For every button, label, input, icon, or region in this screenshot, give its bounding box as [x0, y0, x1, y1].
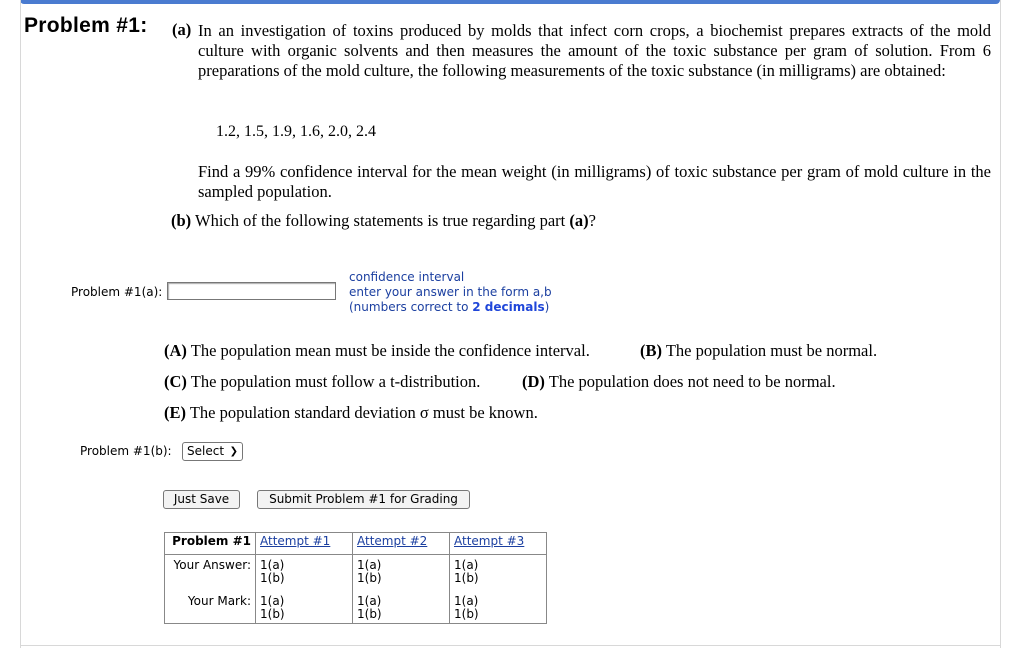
- option-d-letter: (D): [522, 372, 545, 391]
- option-c-letter: (C): [164, 372, 187, 391]
- just-save-button[interactable]: Just Save: [163, 490, 240, 509]
- table-header-attempt-2: [353, 533, 450, 555]
- option-b: [640, 341, 877, 361]
- table-cell: [353, 587, 450, 624]
- cell-1b: 1(b): [260, 571, 285, 585]
- option-b-text: The population must be normal.: [665, 341, 878, 360]
- table-cell: [256, 587, 353, 624]
- attempts-table: [164, 532, 547, 624]
- cell-1b: 1(b): [454, 607, 479, 621]
- option-e: [164, 403, 538, 423]
- table-row: [165, 587, 547, 624]
- attempt-2-link[interactable]: Attempt #2: [357, 534, 428, 548]
- option-a-letter: (A): [164, 341, 187, 360]
- problem-intro: In an investigation of toxins produced by molds that infect corn crops, a biochemist prepares extracts of the mold culture with organic solvents and then measures the amount of the toxic substance per gram of solution. From 6 preparations of the mold culture, the following measurements of the toxic substance (in milligrams) are obtained:: [198, 21, 991, 80]
- top-accent-bar: [20, 0, 1000, 4]
- part-a-label: (a): [172, 20, 192, 39]
- cell-1a: 1(a): [454, 594, 479, 608]
- option-e-text: The population standard deviation σ must be known.: [189, 403, 538, 422]
- cell-1b: 1(b): [454, 571, 479, 585]
- table-header-attempt-1: [256, 533, 353, 555]
- question-b-end: ?: [588, 211, 596, 230]
- attempt-1-link[interactable]: Attempt #1: [260, 534, 331, 548]
- table-cell: [450, 587, 547, 624]
- hint-line-3-pre: (numbers correct to: [349, 300, 473, 314]
- cell-1b: 1(b): [260, 607, 285, 621]
- problem-title: Problem #1:: [24, 14, 148, 37]
- table-cell: [450, 555, 547, 588]
- cell-1a: 1(a): [357, 558, 382, 572]
- part-b-label: (b): [171, 211, 192, 230]
- your-answer-label: Your Answer:: [173, 558, 251, 572]
- question-a: Find a 99% confidence interval for the mean weight (in milligrams) of toxic substance per gram of mold culture in the sampled population.: [198, 162, 991, 201]
- question-b-ref: (a): [569, 211, 589, 230]
- hint-line-3-post: ): [544, 300, 550, 314]
- table-header-row: [165, 533, 547, 555]
- hint-line-1: confidence interval: [349, 270, 465, 284]
- hint-decimals: 2 decimals: [472, 300, 545, 314]
- option-a: [164, 341, 590, 361]
- answer-b-label: Problem #1(b):: [80, 444, 172, 458]
- submit-grading-button[interactable]: Submit Problem #1 for Grading: [257, 490, 470, 509]
- cell-1a: 1(a): [454, 558, 479, 572]
- bottom-border: [20, 645, 1001, 646]
- answer-a-label: Problem #1(a):: [71, 285, 163, 299]
- table-cell: [256, 555, 353, 588]
- option-e-letter: (E): [164, 403, 186, 422]
- option-b-letter: (B): [640, 341, 662, 360]
- table-row: [165, 555, 547, 588]
- option-c-text: The population must follow a t-distribution.: [190, 372, 481, 391]
- left-border: [20, 0, 21, 648]
- answer-a-hint: [349, 270, 552, 315]
- cell-1b: 1(b): [357, 571, 382, 585]
- right-border: [1000, 0, 1001, 648]
- cell-1a: 1(a): [260, 558, 285, 572]
- data-values: 1.2, 1.5, 1.9, 1.6, 2.0, 2.4: [216, 123, 376, 140]
- attempt-3-link[interactable]: Attempt #3: [454, 534, 525, 548]
- option-d: [522, 372, 836, 392]
- hint-line-3: [349, 300, 552, 315]
- table-header-problem: Problem #1: [165, 533, 256, 555]
- cell-1b: 1(b): [357, 607, 382, 621]
- question-b: [171, 211, 596, 231]
- your-mark-label: Your Mark:: [187, 594, 251, 608]
- answer-b-select[interactable]: [182, 442, 243, 461]
- question-b-text: Which of the following statements is true regarding part: [195, 211, 566, 230]
- chevron-down-icon: ❯: [229, 446, 238, 457]
- option-c: [164, 372, 480, 392]
- cell-1a: 1(a): [357, 594, 382, 608]
- answer-a-input[interactable]: [167, 282, 336, 300]
- cell-1a: 1(a): [260, 594, 285, 608]
- option-a-text: The population mean must be inside the confidence interval.: [190, 341, 590, 360]
- select-value: Select: [187, 444, 225, 458]
- hint-line-2: enter your answer in the form a,b: [349, 285, 552, 299]
- option-d-text: The population does not need to be normal.: [548, 372, 836, 391]
- table-cell: [353, 555, 450, 588]
- table-header-attempt-3: [450, 533, 547, 555]
